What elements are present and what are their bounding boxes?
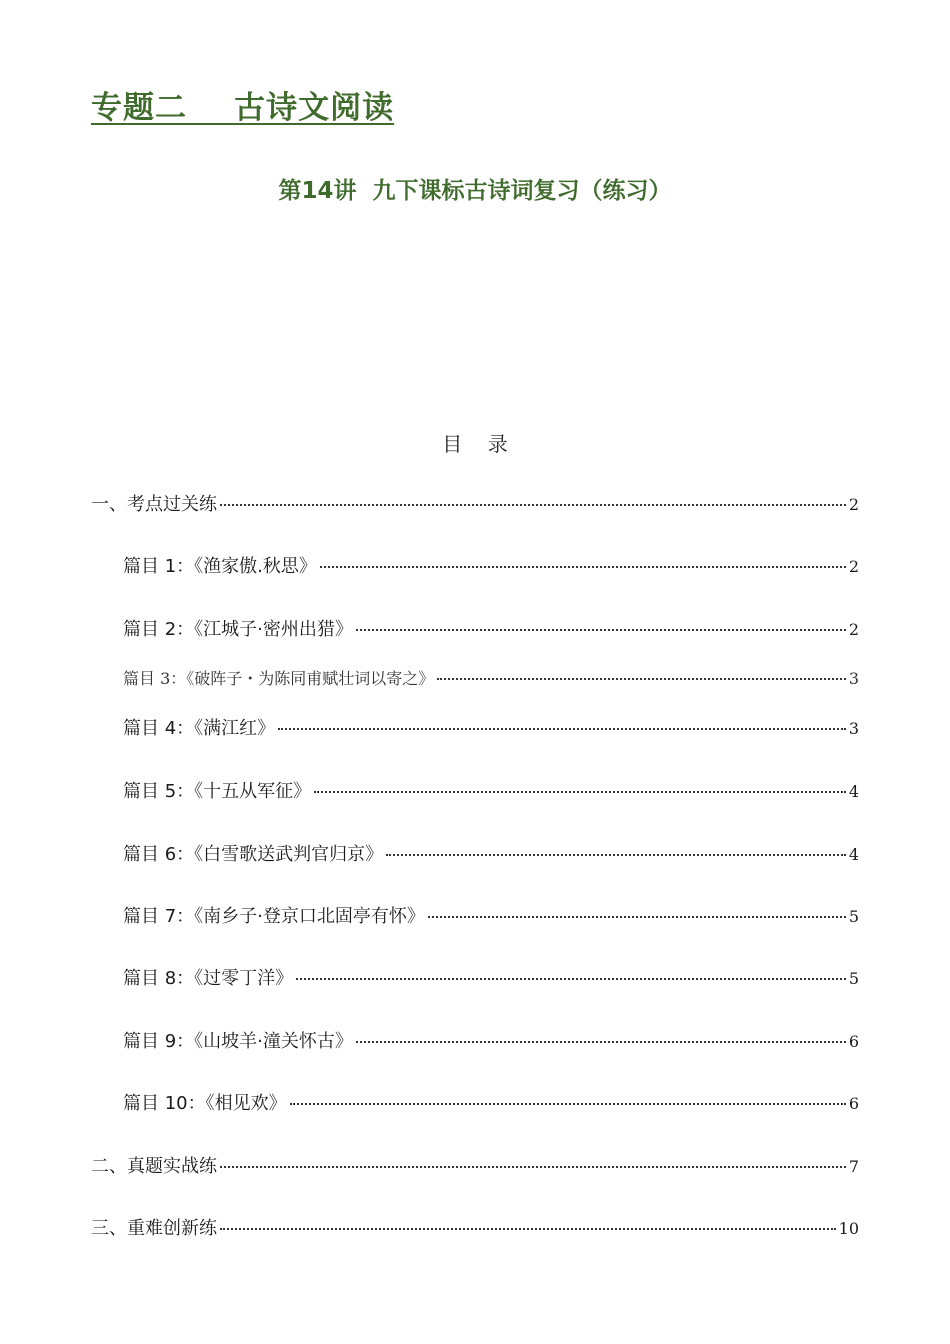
toc-entry-label: 二、真题实战练 [91,1156,217,1177]
toc-leader-dots [428,916,846,918]
toc-entry-page: 3 [848,669,859,688]
toc-entry-label: 三、重难创新练 [91,1218,217,1239]
toc-entry-page: 5 [848,969,859,988]
toc-leader-dots [437,678,846,680]
toc-entry-page: 6 [848,1032,859,1051]
toc-entry-label: 篇目 4：《满江红》 [123,718,276,739]
toc-entry-page: 6 [848,1094,859,1113]
toc-leader-dots [320,566,846,568]
toc-leader-dots [356,1041,846,1043]
toc-leader-dots [290,1103,846,1105]
toc-entry-piece-8[interactable] [123,964,859,990]
lesson-title: 第14讲 九下课标古诗词复习（练习） [278,178,672,204]
toc-heading: 目 录 [442,432,508,456]
toc-entry-label: 一、考点过关练 [91,494,217,515]
toc-entry-page: 7 [848,1157,859,1176]
toc-leader-dots [220,1228,836,1230]
toc-leader-dots [278,728,846,730]
toc-entry-section-3[interactable] [91,1214,859,1240]
toc-entry-piece-2[interactable] [123,615,859,641]
toc-entry-label: 篇目 8：《过零丁洋》 [123,968,294,989]
toc-entry-page: 2 [848,557,859,576]
toc-entry-piece-6[interactable] [123,840,859,866]
toc-entry-label: 篇目 1：《渔家傲.秋思》 [123,556,317,577]
toc-entry-piece-5[interactable] [123,777,859,803]
toc-entry-piece-7[interactable] [123,902,859,928]
toc-entry-piece-1[interactable] [123,552,859,578]
toc-entry-page: 10 [838,1219,859,1238]
toc-entry-label: 篇目 3：《破阵子・为陈同甫赋壮词以寄之》 [123,669,435,688]
toc-leader-dots [220,504,846,506]
toc-entry-page: 2 [848,620,859,639]
toc-entry-page: 4 [848,782,859,801]
toc-leader-dots [356,629,846,631]
toc-entry-piece-9[interactable] [123,1027,859,1053]
toc-entry-label: 篇目 10：《相见欢》 [123,1093,287,1114]
topic-title: 专题二 古诗文阅读 [91,90,395,126]
toc-leader-dots [386,854,846,856]
toc-entry-piece-10[interactable] [123,1089,859,1115]
toc-entry-label: 篇目 7：《南乡子·登京口北固亭有怀》 [123,906,425,927]
toc-entry-page: 5 [848,907,859,926]
toc-leader-dots [220,1166,846,1168]
toc-entry-piece-4[interactable] [123,714,859,740]
toc-entry-label: 篇目 2：《江城子·密州出猎》 [123,619,353,640]
toc-entry-label: 篇目 9：《山坡羊·潼关怀古》 [123,1031,353,1052]
toc-leader-dots [296,978,846,980]
toc-entry-label: 篇目 5：《十五从军征》 [123,781,312,802]
toc-entry-section-1[interactable] [91,490,859,516]
toc-entry-label: 篇目 6：《白雪歌送武判官归京》 [123,844,384,865]
toc-entry-piece-3[interactable] [123,666,859,689]
toc-entry-section-2[interactable] [91,1152,859,1178]
toc-leader-dots [314,791,846,793]
toc-entry-page: 2 [848,495,859,514]
toc-entry-page: 4 [848,845,859,864]
toc-entry-page: 3 [848,719,859,738]
